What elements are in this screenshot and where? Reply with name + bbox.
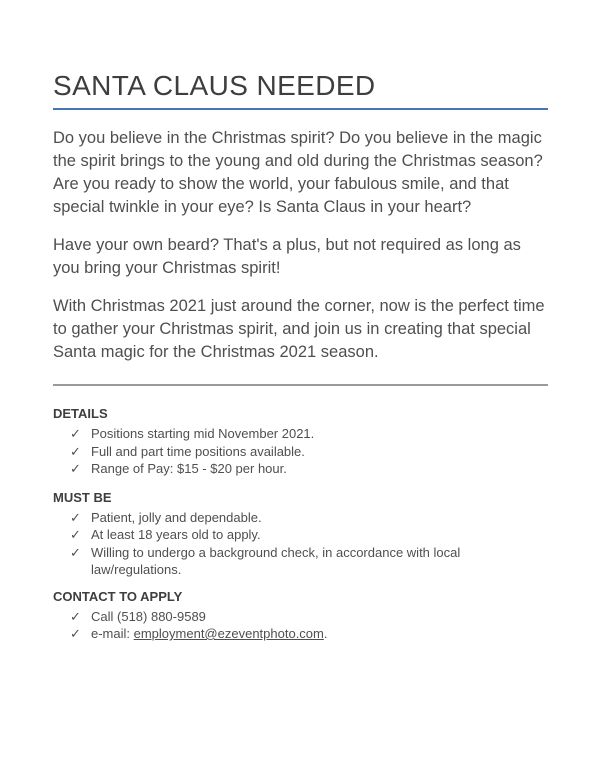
- list-item: [70, 625, 548, 643]
- email-period: .: [323, 626, 328, 641]
- list-item-text: At least 18 years old to apply.: [91, 527, 261, 542]
- intro-paragraphs: [53, 127, 548, 364]
- email-label: e-mail:: [91, 626, 134, 641]
- intro-paragraph-1: Do you believe in the Christmas spirit? Do you believe in the magic the spirit brings to the young and old during the Christmas season? Are you ready to show the world, your fabulous smile, and that special twinkle in your eye? Is Santa Claus in your heart?: [53, 129, 543, 216]
- must-be-section: [53, 490, 548, 579]
- details-section: [53, 406, 548, 478]
- must-be-list: [53, 509, 548, 579]
- checkmark-icon: ✓: [70, 443, 81, 459]
- list-item-text: Willing to undergo a background check, in accordance with local law/regulations.: [91, 544, 461, 577]
- contact-section: [53, 589, 548, 643]
- details-list: [53, 425, 548, 478]
- title-underline-rule: [53, 108, 548, 110]
- intro-paragraph-2: Have your own beard? That's a plus, but not required as long as you bring your Christmas spirit!: [53, 236, 521, 277]
- list-item: [70, 544, 548, 579]
- checkmark-icon: ✓: [70, 461, 81, 476]
- checkmark-icon: ✓: [70, 509, 81, 525]
- checkmark-icon: ✓: [70, 544, 81, 560]
- must-be-heading: MUST BE: [53, 489, 112, 505]
- list-item-text: Range of Pay: $15 - $20 per hour.: [91, 461, 287, 476]
- contact-list: [53, 608, 548, 643]
- section-divider-rule: [53, 384, 548, 386]
- list-item: [70, 460, 548, 478]
- list-item: [70, 425, 548, 443]
- list-item-text: Patient, jolly and dependable.: [91, 509, 262, 525]
- list-item: [70, 443, 548, 461]
- checkmark-icon: ✓: [70, 626, 81, 641]
- contact-heading: CONTACT TO APPLY: [53, 588, 183, 604]
- list-item-text: Full and part time positions available.: [91, 443, 305, 459]
- list-item-text: Positions starting mid November 2021.: [91, 426, 315, 441]
- intro-paragraph-3: With Christmas 2021 just around the corner, now is the perfect time to gather your Christmas spirit, and join us in creating that special Santa magic for the Christmas 2021 season.: [53, 297, 545, 361]
- email-line: [91, 625, 548, 643]
- email-link[interactable]: employment@ezeventphoto.com: [133, 626, 324, 641]
- checkmark-icon: ✓: [70, 527, 81, 542]
- phone-number-text: Call (518) 880-9589: [91, 608, 206, 624]
- details-heading: DETAILS: [53, 406, 108, 421]
- list-item: [70, 608, 548, 626]
- list-item: [70, 526, 548, 544]
- page-title: SANTA CLAUS NEEDED: [53, 70, 376, 101]
- checkmark-icon: ✓: [70, 426, 81, 441]
- list-item: [70, 509, 548, 527]
- checkmark-icon: ✓: [70, 608, 81, 624]
